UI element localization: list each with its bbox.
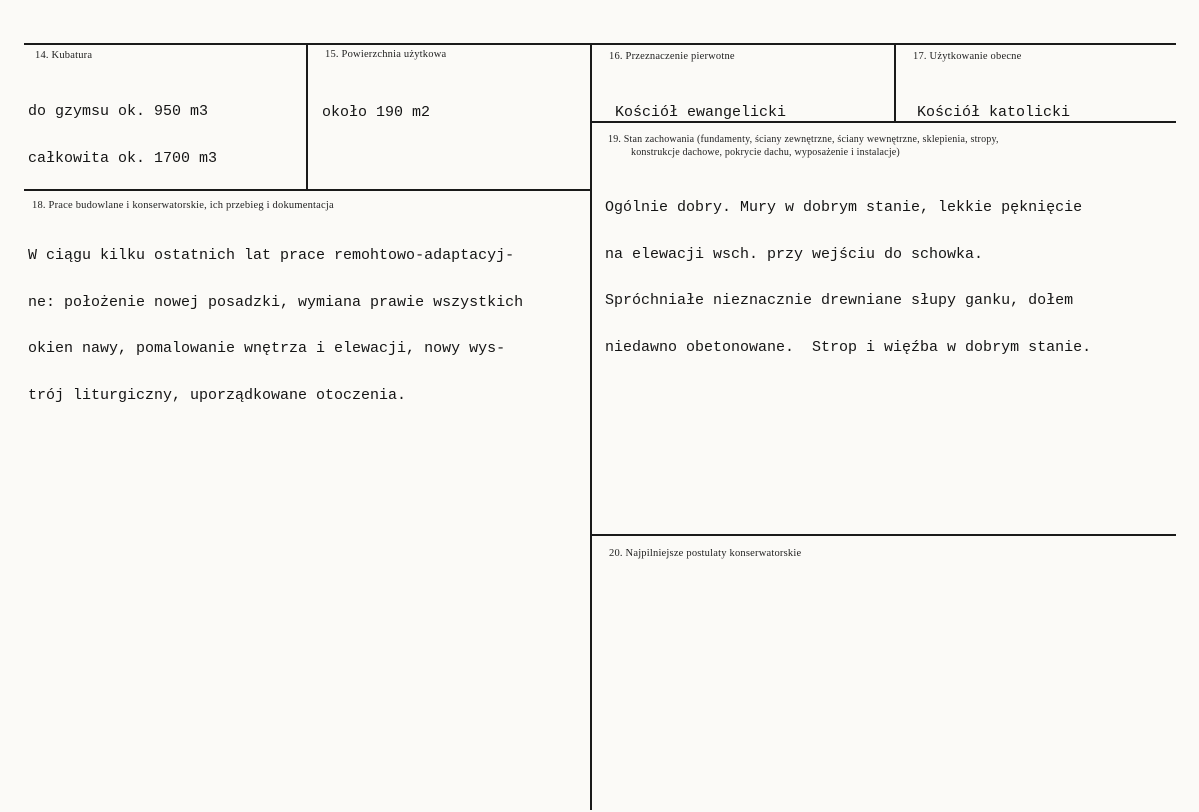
field-18-line: okien nawy, pomalowanie wnętrza i elewacji, nowy wys- (28, 340, 506, 357)
divider-14-15 (306, 43, 308, 190)
field-19-line: na elewacji wsch. przy wejściu do schowka. (605, 245, 984, 263)
field-14-label: 14. Kubatura (35, 50, 93, 61)
field-14-line: całkowita ok. 1700 m3 (28, 149, 218, 167)
field-20-label: 20. Najpilniejsze postulaty konserwatorskie (609, 548, 802, 559)
divider-16-17 (894, 43, 896, 122)
field-18-line: trój liturgiczny, uporządkowane otoczenia. (28, 386, 407, 404)
field-19-line: Ogólnie dobry. Mury w dobrym stanie, lekkie pęknięcie (605, 199, 1083, 216)
divider-row-19-20 (590, 534, 1176, 536)
field-19-line: Spróchniałe nieznacznie drewniane słupy ganku, dołem (605, 292, 1074, 309)
field-16-label: 16. Przeznaczenie pierwotne (609, 51, 735, 62)
field-19-label-line: konstrukcje dachowe, pokrycie dachu, wyposażenie i instalacje) (631, 147, 900, 158)
field-19-label-line: 19. Stan zachowania (fundamenty, ściany zewnętrzne, ściany wewnętrzne, sklepienia, stropy, (608, 134, 999, 145)
field-19-line: niedawno obetonowane. Strop i więźba w dobrym stanie. (605, 338, 1092, 356)
divider-left-right (590, 43, 592, 810)
field-15-line: około 190 m2 (322, 104, 431, 121)
field-17-line: Kościół katolicki (917, 104, 1071, 121)
field-16-line: Kościół ewangelicki (615, 104, 787, 121)
field-18-line: W ciągu kilku ostatnich lat prace remohtowo-adaptacyj- (28, 247, 515, 264)
field-19-label (608, 133, 999, 159)
field-14-line: do gzymsu ok. 950 m3 (28, 103, 209, 120)
field-19-value (605, 169, 1091, 386)
top-border-line (24, 43, 1176, 45)
field-14-value (28, 73, 217, 197)
field-18-label: 18. Prace budowlane i konserwatorskie, ich przebieg i dokumentacja (32, 200, 334, 211)
field-18-line: ne: położenie nowej posadzki, wymiana prawie wszystkich (28, 293, 524, 311)
field-15-label: 15. Powierzchnia użytkowa (325, 49, 447, 60)
field-15-value (322, 74, 430, 152)
field-17-label: 17. Użytkowanie obecne (913, 51, 1022, 62)
field-18-value (28, 217, 523, 434)
